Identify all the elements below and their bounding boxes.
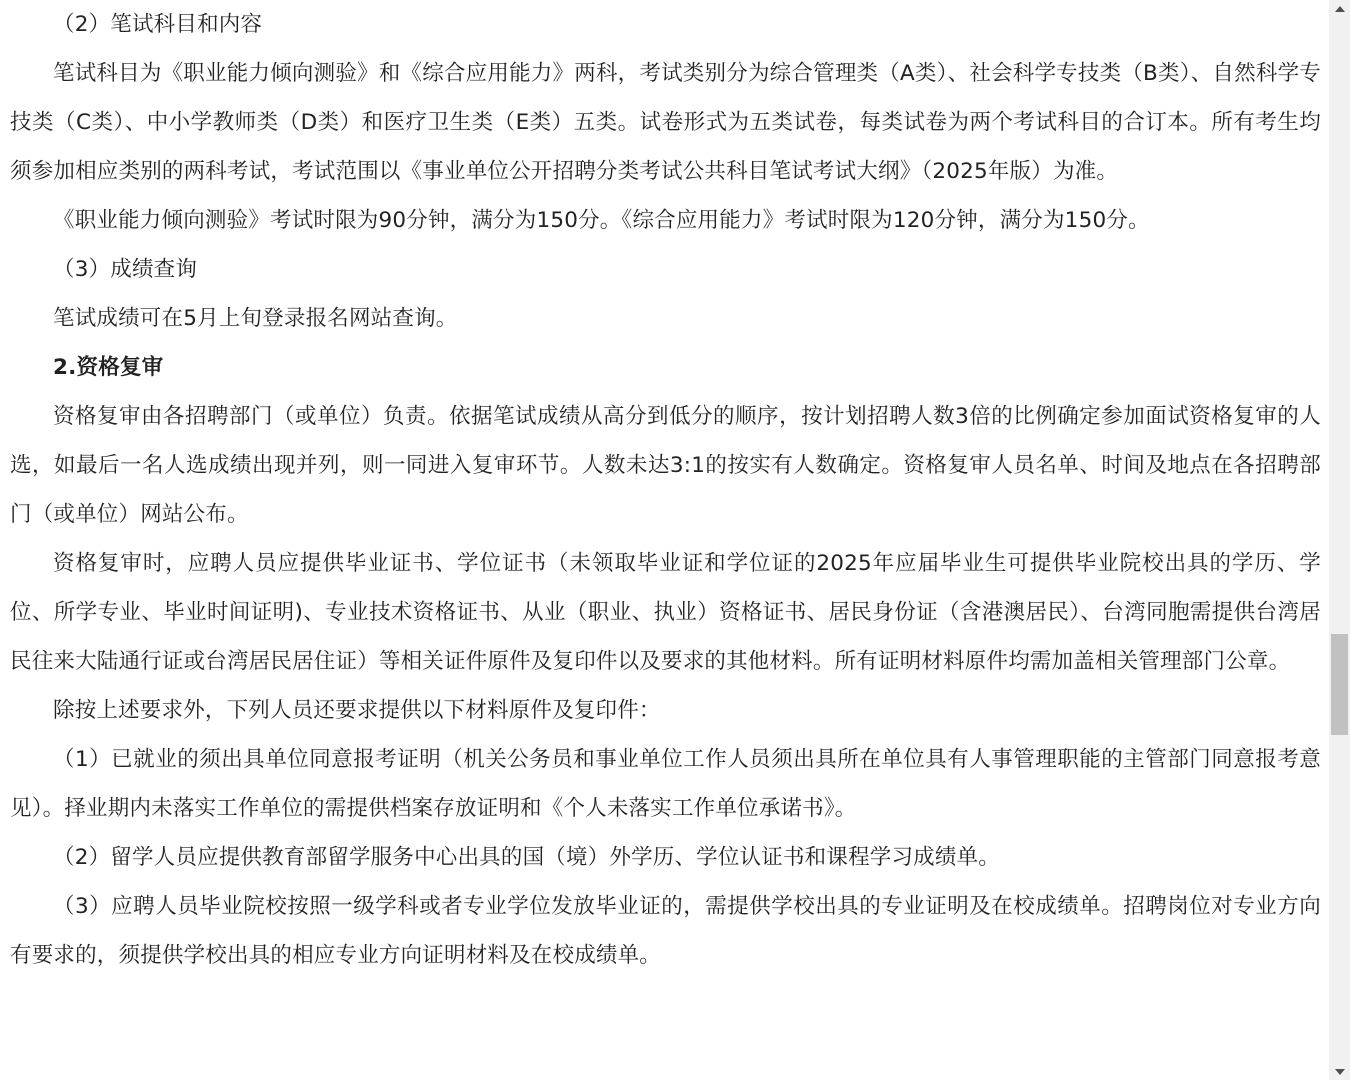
paragraph-additional-materials: 除按上述要求外，下列人员还要求提供以下材料原件及复印件： — [53, 698, 661, 723]
paragraph-discipline-certificates: （3）应聘人员毕业院校按照一级学科或者专业学位发放毕业证的，需提供学校出具的专业证明及在校成绩单。招聘岗位对专业方向有要求的，须提供学校出具的相应专业方向证明材料及在校成绩单。 — [10, 894, 1321, 968]
paragraph-written-subjects-heading: （2）笔试科目和内容 — [53, 12, 263, 37]
scrollbar-thumb[interactable] — [1331, 634, 1348, 735]
paragraph-employed-applicants: （1）已就业的须出具单位同意报考证明（机关公务员和事业单位工作人员须出具所在单位具有人事管理职能的主管部门同意报考意见）。择业期内未落实工作单位的需提供档案存放证明和《个人未落实工作单位承诺书》。 — [10, 747, 1321, 821]
paragraph-exam-duration: 《职业能力倾向测验》考试时限为90分钟，满分为150分。《综合应用能力》考试时限为120分钟，满分为150分。 — [53, 208, 1150, 233]
document-body — [10, 0, 1321, 980]
paragraph-overseas-students: （2）留学人员应提供教育部留学服务中心出具的国（境）外学历、学位认证书和课程学习成绩单。 — [53, 845, 1000, 870]
vertical-scrollbar[interactable] — [1329, 0, 1350, 1080]
scroll-up-arrow-icon[interactable] — [1329, 0, 1350, 17]
paragraph-score-query: 笔试成绩可在5月上旬登录报名网站查询。 — [53, 306, 458, 331]
paragraph-review-responsibility: 资格复审由各招聘部门（或单位）负责。依据笔试成绩从高分到低分的顺序，按计划招聘人数3倍的比例确定参加面试资格复审的人选，如最后一名人选成绩出现并列，则一同进入复审环节。人数未达3:1的按实有人数确定。资格复审人员名单、时间及地点在各招聘部门（或单位）网站公布。 — [10, 404, 1321, 527]
paragraph-written-subjects: 笔试科目为《职业能力倾向测验》和《综合应用能力》两科，考试类别分为综合管理类（A类）、社会科学专技类（B类）、自然科学专技类（C类）、中小学教师类（D类）和医疗卫生类（E类）五类。试卷形式为五类试卷，每类试卷为两个考试科目的合订本。所有考生均须参加相应类别的两科考试，考试范围以《事业单位公开招聘分类考试公共科目笔试考试大纲》（2025年版）为准。 — [10, 61, 1321, 184]
scroll-down-arrow-icon[interactable] — [1329, 1063, 1350, 1080]
section-heading-qualification-review: 2.资格复审 — [53, 355, 164, 380]
paragraph-review-documents: 资格复审时，应聘人员应提供毕业证书、学位证书（未领取毕业证和学位证的2025年应届毕业生可提供毕业院校出具的学历、学位、所学专业、毕业时间证明)、专业技术资格证书、从业（职业、执业）资格证书、居民身份证（含港澳居民）、台湾同胞需提供台湾居民往来大陆通行证或台湾居民居住证）等相关证件原件及复印件以及要求的其他材料。所有证明材料原件均需加盖相关管理部门公章。 — [10, 551, 1321, 674]
paragraph-score-query-heading: （3）成绩查询 — [53, 257, 198, 282]
